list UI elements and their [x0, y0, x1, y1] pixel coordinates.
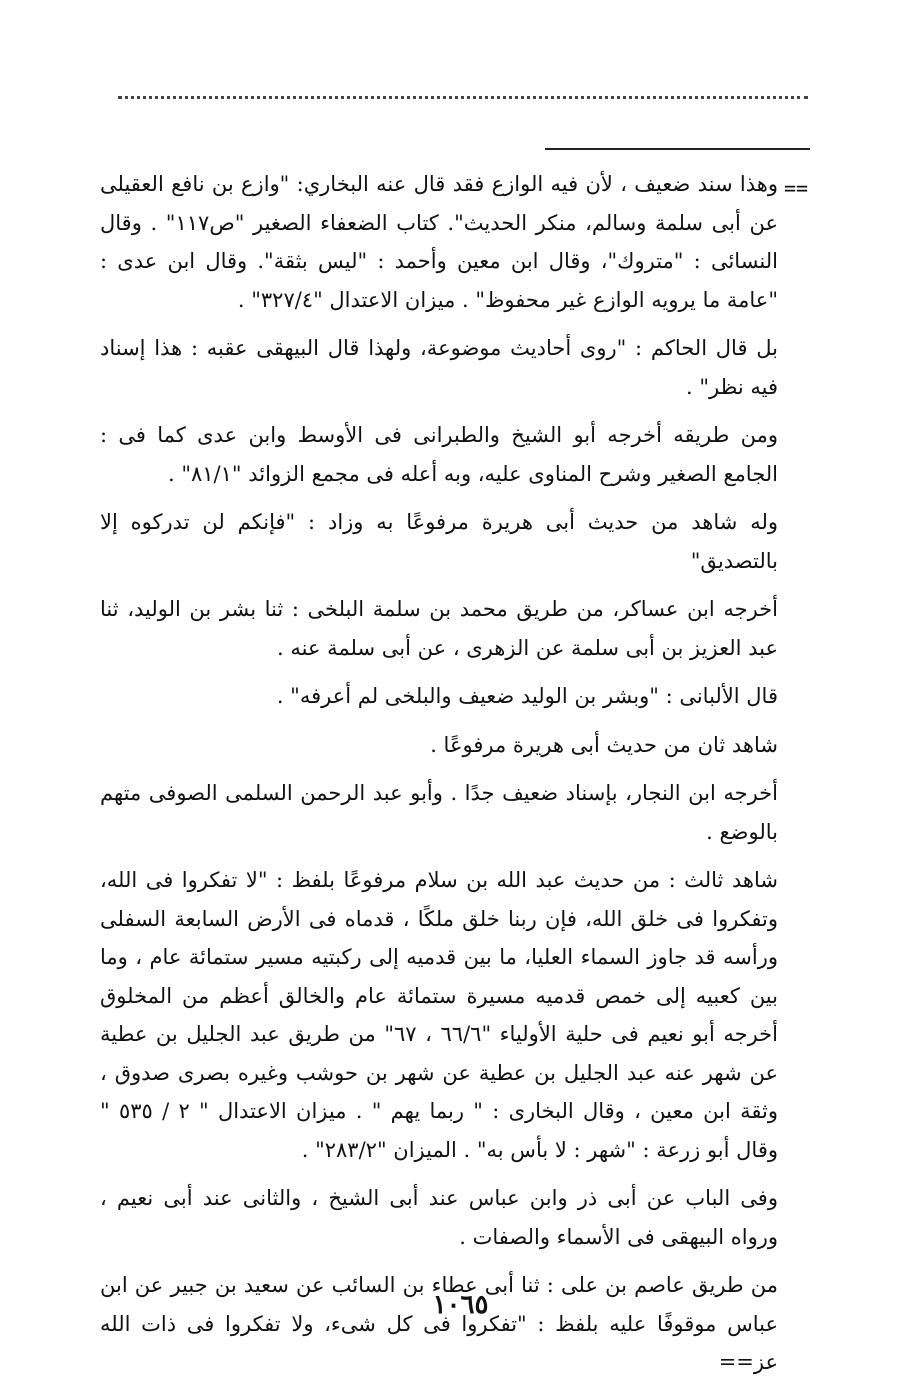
page-number: ١٠٦٥ [432, 1290, 489, 1320]
footnote-rule [545, 148, 810, 150]
footnote-continuation-mark: == [784, 176, 809, 200]
paragraph-ibn-asakir: أخرجه ابن عساكر، من طريق محمد بن سلمة البلخى : ثنا بشر بن الوليد، ثنا عبد العزيز بن أبى سلمة عن الزهرى ، عن أبى سلمة عنه . [100, 597, 778, 660]
paragraph-fil-bab: وفى الباب عن أبى ذر وابن عباس عند أبى الشيخ ، والثانى عند أبى نعيم ، ورواه البيهقى فى الأسماء والصفات . [100, 1186, 778, 1249]
paragraph-albani: قال الألبانى : "وبشر بن الوليد ضعيف والبلخى لم أعرفه" . [276, 684, 778, 708]
paragraph-hakim: بل قال الحاكم : "روى أحاديث موضوعة، ولهذا قال البيهقى عقبه : هذا إسناد فيه نظر" . [100, 336, 778, 399]
paragraph-shahid-thani: شاهد ثان من حديث أبى هريرة مرفوعًا . [430, 732, 778, 757]
paragraph-shahid-abu-hurayra: وله شاهد من حديث أبى هريرة مرفوعًا به وزاد : "فإنكم لن تدركوه إلا بالتصديق" [100, 510, 778, 573]
paragraph-asim: من طريق عاصم بن على : ثنا أبى عطاء بن السائب عن سعيد بن جبير عن ابن عباس موقوفًا عليه بلفظ : "تفكروا فى كل شىء، ولا تفكروا فى ذات الله عز== [100, 1273, 778, 1374]
paragraph-shahid-thalith: شاهد ثالث : من حديث عبد الله بن سلام مرفوعًا بلفظ : "لا تفكروا فى الله، وتفكروا فى خلق الله، فإن ربنا خلق ملكًا ، قدماه فى الأرض السابعة السفلى ورأسه قد جاوز السماء العليا، ما بين قدميه إلى ركبتيه مسير ستمائة عام ، وما بين كعبيه إلى خمص قدميه مسيرة ستمائة عام والخالق أعظم من المخلوق أخرجه أبو نعيم فى حلية الأولياء "٦٦/٦ ، ٦٧" من طريق عبد الجليل بن عطية عن شهر عنه عبد الجليل بن عطية عن شهر بن حوشب وغيره بصرى صدوق ، وثقة ابن معين ، وقال البخارى : " ربما يهم " . ميزان الاعتدال " ٢ / ٥٣٥ " وقال أبو زرعة : "شهر : لا بأس به" . الميزان "٢٨٣/٢" . [100, 868, 778, 1162]
footnote-body [100, 165, 778, 1392]
paragraph-sanad: وهذا سند ضعيف ، لأن فيه الوازع فقد قال عنه البخاري: "وازع بن نافع العقيلى عن أبى سلمة وسالم، منكر الحديث". كتاب الضعفاء الصغير "ص١١٧" . وقال النسائى : "متروك"، وقال ابن معين وأحمد : "ليس بثقة". وقال ابن عدى : "عامة ما يرويه الوازع غير محفوظ" . ميزان الاعتدال "٣٢٧/٤" . [100, 172, 778, 312]
paragraph-abu-shaykh: ومن طريقه أخرجه أبو الشيخ والطبرانى فى الأوسط وابن عدى كما فى : الجامع الصغير وشرح المناوى عليه، وبه أعله فى مجمع الزوائد "٨١/١" . [100, 423, 778, 486]
paragraph-ibn-najjar: أخرجه ابن النجار، بإسناد ضعيف جدًا . وأبو عبد الرحمن السلمى الصوفى متهم بالوضع . [100, 781, 778, 844]
dotted-separator [118, 96, 808, 99]
